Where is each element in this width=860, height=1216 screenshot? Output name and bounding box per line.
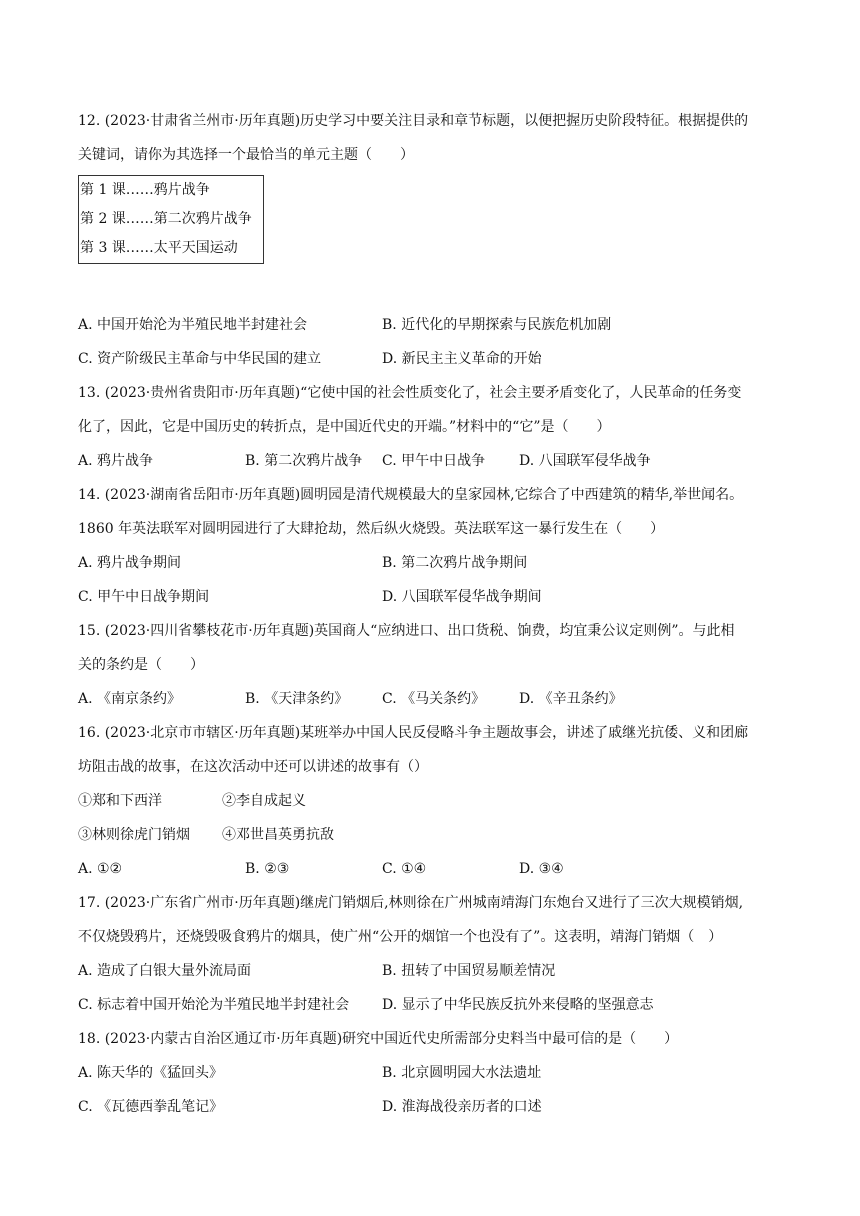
- question-16-items-row-2: [78, 818, 790, 852]
- question-14-stem-line-1: 14. (2023·湖南省岳阳市·历年真题)圆明园是清代规模最大的皇家园林,它综合了中西建筑的精华,举世闻名。: [78, 487, 744, 503]
- option-d: D. 《辛丑条约》: [519, 691, 623, 707]
- question-17-stem-line-2: 不仅烧毁鸦片，还烧毁吸食鸦片的烟具，使广州“公开的烟馆一个也没有了”。这表明，靖海门销烟（ ）: [78, 929, 723, 945]
- question-14-options: [78, 546, 790, 614]
- question-18-stem-line-1: 18. (2023·内蒙古自治区通辽市·历年真题)研究中国近代史所需部分史料当中最可信的是（ ）: [78, 1031, 679, 1047]
- option-a: A. 中国开始沦为半殖民地半封建社会: [78, 317, 308, 333]
- question-16-items-row-1: [78, 784, 790, 818]
- exam-page: [78, 104, 790, 1124]
- question-13-stem-line-2: 化了，因此，它是中国历史的转折点，是中国近代史的开端。”材料中的“它”是（ ）: [78, 419, 611, 435]
- story-item: ①郑和下西洋: [78, 793, 162, 809]
- option-d: D. ③④: [519, 861, 564, 877]
- question-16: [78, 716, 790, 886]
- option-b: B. 第二次鸦片战争期间: [382, 555, 528, 571]
- option-c: C. 甲午中日战争期间: [78, 589, 210, 605]
- keyword-box-row: 第 1 课……鸦片战争: [80, 182, 210, 198]
- story-item: ③林则徐虎门销烟: [78, 827, 190, 843]
- option-c: C. ①④: [382, 861, 427, 877]
- question-13-stem-line-1: 13. (2023·贵州省贵阳市·历年真题)“它使中国的社会性质变化了，社会主要矛盾变化了，人民革命的任务变: [78, 385, 742, 401]
- question-14: [78, 478, 790, 614]
- option-a: A. 鸦片战争: [78, 453, 154, 469]
- option-d: D. 八国联军侵华战争: [519, 453, 651, 469]
- option-b: B. ②③: [245, 861, 290, 877]
- option-c: C. 资产阶级民主革命与中华民国的建立: [78, 351, 322, 367]
- option-a: A. 造成了白银大量外流局面: [78, 963, 252, 979]
- option-c: C. 甲午中日战争: [382, 453, 486, 469]
- option-d: D. 新民主主义革命的开始: [382, 351, 542, 367]
- keyword-box-row: 第 2 课……第二次鸦片战争: [80, 211, 252, 227]
- question-16-stem-line-2: 坊阻击战的故事，在这次活动中还可以讲述的故事有（）: [78, 759, 428, 775]
- option-b: B. 北京圆明园大水法遗址: [382, 1065, 542, 1081]
- question-13: [78, 376, 790, 478]
- option-b: B. 扭转了中国贸易顺差情况: [382, 963, 556, 979]
- question-17: [78, 886, 790, 1022]
- question-16-options: [78, 852, 790, 886]
- option-b: B. 近代化的早期探索与民族危机加剧: [382, 317, 612, 333]
- question-15-stem-line-1: 15. (2023·四川省攀枝花市·历年真题)英国商人“应纳进口、出口货税、饷费，均宜秉公议定则例”。与此相: [78, 623, 735, 639]
- option-d: D. 淮海战役亲历者的口述: [382, 1099, 542, 1115]
- keyword-box-row: 第 3 课……太平天国运动: [80, 240, 238, 256]
- question-12-stem-line-2: 关键词，请你为其选择一个最恰当的单元主题（ ）: [78, 147, 414, 163]
- question-18-options: [78, 1056, 790, 1124]
- option-c: C. 标志着中国开始沦为半殖民地半封建社会: [78, 997, 350, 1013]
- question-12-options: [78, 308, 790, 376]
- option-c: C. 《马关条约》: [382, 691, 486, 707]
- question-17-stem-line-1: 17. (2023·广东省广州市·历年真题)继虎门销烟后,林则徐在广州城南靖海门东炮台又进行了三次大规模销烟,: [78, 895, 744, 911]
- option-b: B. 第二次鸦片战争: [245, 453, 363, 469]
- question-13-options: [78, 444, 790, 478]
- option-d: D. 八国联军侵华战争期间: [382, 589, 542, 605]
- question-12-stem-line-1: 12. (2023·甘肃省兰州市·历年真题)历史学习中要关注目录和章节标题，以便把握历史阶段特征。根据提供的: [78, 113, 749, 129]
- question-12: [78, 104, 790, 376]
- question-15: [78, 614, 790, 716]
- option-a: A. 《南京条约》: [78, 691, 182, 707]
- story-item: ②李自成起义: [222, 793, 306, 809]
- question-16-stem-line-1: 16. (2023·北京市市辖区·历年真题)某班举办中国人民反侵略斗争主题故事会，讲述了戚继光抗倭、义和团廊: [78, 725, 749, 741]
- question-18: [78, 1022, 790, 1124]
- question-17-options: [78, 954, 790, 1022]
- question-14-stem-line-2: 1860 年英法联军对圆明园进行了大肆抢劫，然后纵火烧毁。英法联军这一暴行发生在（ ）: [78, 521, 665, 537]
- option-c: C. 《瓦德西拳乱笔记》: [78, 1099, 224, 1115]
- question-12-keyword-box: [78, 175, 264, 264]
- option-a: A. 陈天华的《猛回头》: [78, 1065, 224, 1081]
- option-b: B. 《天津条约》: [245, 691, 349, 707]
- question-15-stem-line-2: 关的条约是（ ）: [78, 657, 204, 673]
- question-15-options: [78, 682, 790, 716]
- option-d: D. 显示了中华民族反抗外来侵略的坚强意志: [382, 997, 654, 1013]
- option-a: A. ①②: [78, 861, 123, 877]
- story-item: ④邓世昌英勇抗敌: [222, 827, 334, 843]
- option-a: A. 鸦片战争期间: [78, 555, 182, 571]
